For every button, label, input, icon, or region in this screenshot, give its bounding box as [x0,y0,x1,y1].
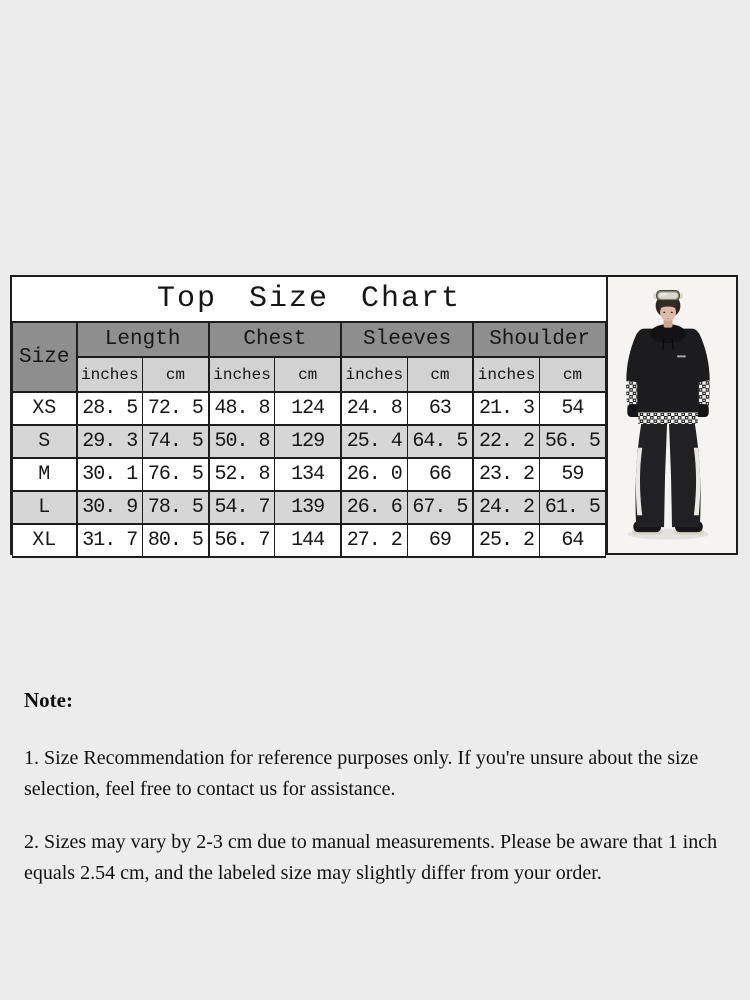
value-cell: 76. 5 [143,458,209,491]
value-cell: 63 [407,392,473,425]
value-cell: 124 [275,392,341,425]
value-cell: 48. 8 [209,392,275,425]
value-cell: 74. 5 [143,425,209,458]
group-header-sleeves: Sleeves [341,322,473,357]
value-cell: 64 [539,524,605,557]
table-row-l [13,491,606,524]
value-cell: 56. 5 [539,425,605,458]
model-hoodie [626,324,710,424]
value-cell: 52. 8 [209,458,275,491]
value-cell: 27. 2 [341,524,407,557]
value-cell: 129 [275,425,341,458]
size-cell: XS [13,392,77,425]
size-column-header: Size [13,322,77,392]
value-cell: 69 [407,524,473,557]
value-cell: 24. 8 [341,392,407,425]
value-cell: 22. 2 [473,425,539,458]
table-row-m [13,458,606,491]
value-cell: 50. 8 [209,425,275,458]
group-header-length: Length [77,322,209,357]
value-cell: 29. 3 [77,425,143,458]
unit-header: cm [539,357,605,392]
group-header-row [13,322,606,357]
value-cell: 139 [275,491,341,524]
unit-header: inches [341,357,407,392]
value-cell: 31. 7 [77,524,143,557]
value-cell: 25. 4 [341,425,407,458]
size-chart-title: Top Size Chart [156,282,462,316]
value-cell: 54. 7 [209,491,275,524]
table-row-s [13,425,606,458]
value-cell: 64. 5 [407,425,473,458]
group-header-shoulder: Shoulder [473,322,605,357]
value-cell: 26. 0 [341,458,407,491]
value-cell: 54 [539,392,605,425]
unit-header: inches [473,357,539,392]
value-cell: 67. 5 [407,491,473,524]
value-cell: 26. 6 [341,491,407,524]
size-chart-table-area [12,277,608,553]
table-row-xl [13,524,606,557]
note-item-1: 1. Size Recommendation for reference purposes only. If you're unsure about the size selection, feel free to contact us for assistance. [24,747,699,800]
value-cell: 24. 2 [473,491,539,524]
value-cell: 144 [275,524,341,557]
value-cell: 78. 5 [143,491,209,524]
value-cell: 56. 7 [209,524,275,557]
value-cell: 72. 5 [143,392,209,425]
model-photo [608,277,736,553]
size-chart-table [12,321,606,558]
value-cell: 21. 3 [473,392,539,425]
model-photo-illustration [608,277,736,553]
notes-heading: Note: [24,688,73,712]
unit-header: cm [275,357,341,392]
size-cell: XL [13,524,77,557]
value-cell: 28. 5 [77,392,143,425]
unit-header: cm [407,357,473,392]
unit-header: inches [77,357,143,392]
note-item-2: 2. Sizes may vary by 2-3 cm due to manual measurements. Please be aware that 1 inch equals 2.54 cm, and the labeled size may slightly differ from your order. [24,831,718,884]
value-cell: 66 [407,458,473,491]
notes-section [24,688,730,911]
value-cell: 61. 5 [539,491,605,524]
unit-header: inches [209,357,275,392]
value-cell: 30. 1 [77,458,143,491]
unit-header: cm [143,357,209,392]
value-cell: 134 [275,458,341,491]
value-cell: 25. 2 [473,524,539,557]
value-cell: 80. 5 [143,524,209,557]
size-chart-panel [10,275,738,555]
size-cell: S [13,425,77,458]
size-cell: L [13,491,77,524]
ski-goggles [653,290,683,300]
unit-header-row [13,357,606,392]
value-cell: 59 [539,458,605,491]
value-cell: 23. 2 [473,458,539,491]
group-header-chest: Chest [209,322,341,357]
table-row-xs [13,392,606,425]
size-cell: M [13,458,77,491]
value-cell: 30. 9 [77,491,143,524]
